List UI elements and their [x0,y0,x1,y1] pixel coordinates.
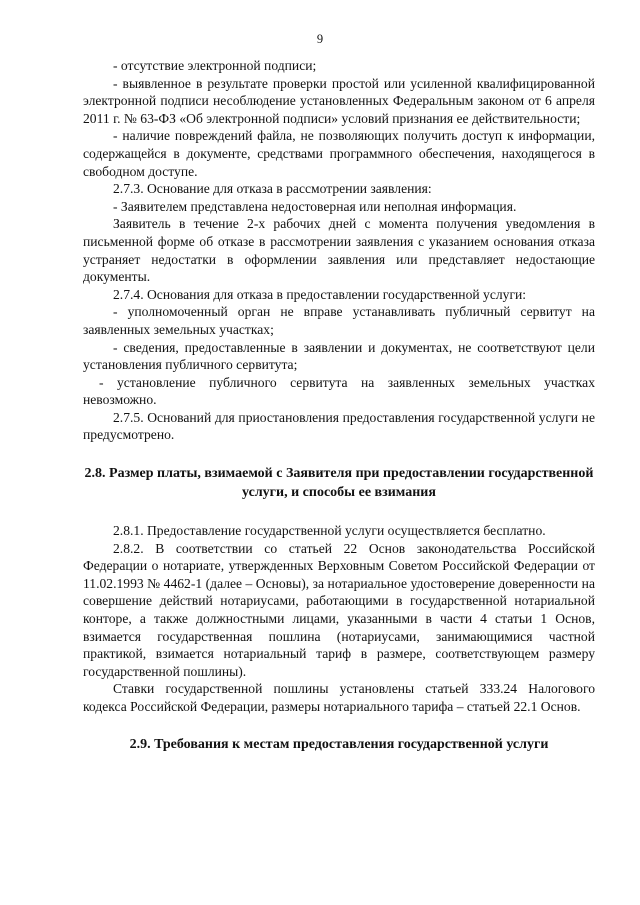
document-body [83,57,595,754]
paragraph: - сведения, предоставленные в заявлении и документах, не соответствуют цели установления публичного сервитута; [83,339,595,373]
paragraph: Ставки государственной пошлины установлены статьей 333.24 Налогового кодекса Российской Федерации, размеры нотариального тарифа – статьей 22.1 Основ. [83,681,595,714]
section-title-2-8: 2.8. Размер платы, взимаемой с Заявителя при предоставлении государственной услуги, и способы ее взимания [84,466,594,501]
section-title-2-9: 2.9. Требования к местам предоставления государственной услуги [129,736,549,752]
paragraph: 2.8.2. В соответствии со статьей 22 Основ законодательства Российской Федерации о нотариате, утвержденных Верховным Советом Российской Федерации от 11.02.1993 № 4462-1 (далее – Основы), за нотариальное удостоверение доверенности на совершение действий нотариусами, работающими в государственной нотариальной конторе, а также должностными лицами, указанными в части 4 статьи 1 Основ, взимается государственная пошлина (нотариусами, занимающимися частной практикой, взимается нотариальный тариф в размере, соответствующем размеру государственной пошлины). [83,540,595,679]
paragraph: 2.7.4. Основания для отказа в предоставлении государственной услуги: [113,286,527,302]
page-number: 9 [316,32,324,46]
paragraph: 2.7.3. Основание для отказа в рассмотрении заявления: [113,181,432,197]
paragraph: - выявленное в результате проверки простой или усиленной квалифицированной электронной подписи несоблюдение установленных Федеральным законом от 6 апреля 2011 г. № 63-ФЗ «Об электронной подписи» условий признания ее действительности; [83,75,595,126]
paragraph: 2.8.1. Предоставление государственной услуги осуществляется бесплатно. [113,523,546,539]
paragraph: - уполномоченный орган не вправе устанавливать публичный сервитут на заявленных земельных участках; [83,304,595,337]
paragraph: 2.7.5. Оснований для приостановления предоставления государственной услуги не предусмотрено. [83,409,595,443]
paragraph: - Заявителем представлена недостоверная или неполная информация. [113,198,517,214]
paragraph: - наличие повреждений файла, не позволяющих получить доступ к информации, содержащейся в документе, средствами программного обеспечения, находящегося в свободном доступе. [83,128,595,179]
paragraph: - отсутствие электронной подписи; [113,58,317,73]
paragraph: Заявитель в течение 2-х рабочих дней с момента получения уведомления в письменной форме об отказе в рассмотрении заявления с указанием основания отказа устраняет недостатки в оформлении заявления или представляет недостающие документы. [83,216,595,285]
paragraph: - установление публичного сервитута на заявленных земельных участках невозможно. [83,374,595,408]
